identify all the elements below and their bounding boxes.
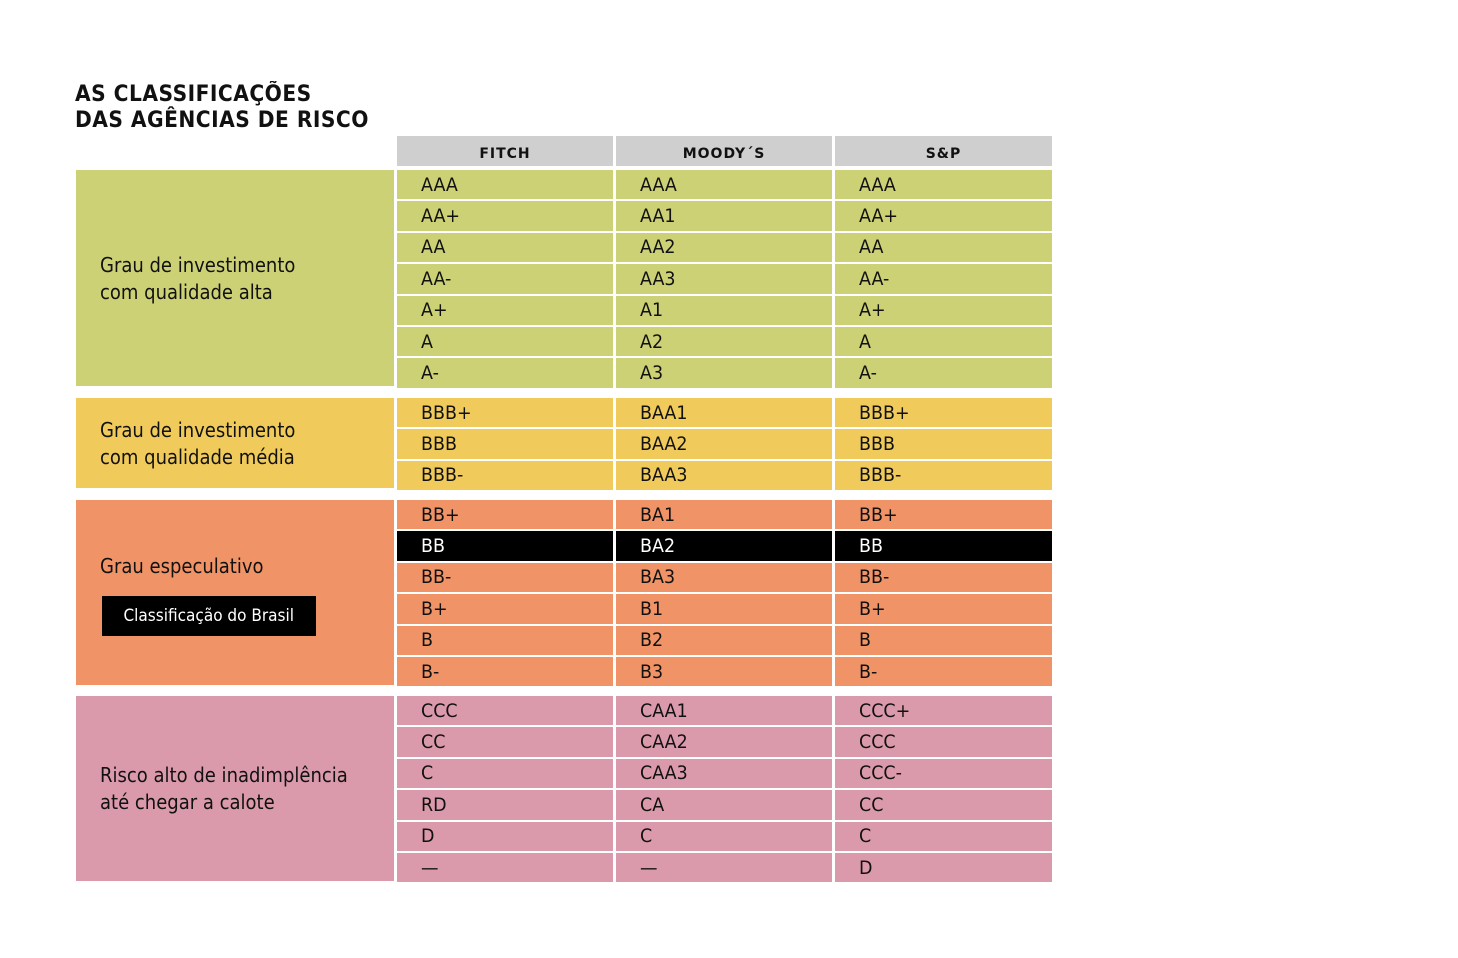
rating-cell-fitch [397, 233, 613, 262]
rating-value: A1 [640, 299, 664, 322]
rating-cell-fitch [397, 170, 613, 199]
rating-value: BBB [859, 433, 895, 456]
group-text-speculative [100, 553, 361, 580]
rating-value: BBB- [421, 464, 464, 487]
rating-value: BB- [421, 566, 452, 589]
rating-cell-moodys [616, 657, 832, 686]
rating-value: CCC [859, 731, 896, 754]
rating-value: D [859, 856, 873, 879]
rating-value: A+ [421, 299, 448, 322]
rating-value: AA+ [421, 205, 461, 228]
rating-value: AA [859, 236, 884, 259]
group-text-line-1: Grau de investimento [100, 253, 296, 277]
rating-cell-moodys [616, 822, 832, 851]
rating-cell-moodys [616, 461, 832, 490]
rating-cell-sp [835, 563, 1052, 592]
column-header-sp: S&P [835, 136, 1052, 166]
rating-value: B [421, 629, 434, 652]
rating-value: AA+ [859, 205, 899, 228]
rating-value: CC [421, 731, 446, 754]
title-line-1: AS CLASSIFICAÇÕES [75, 82, 312, 107]
rating-value: B- [859, 660, 878, 683]
rating-cell-moodys [616, 790, 832, 819]
rating-cell-sp [835, 358, 1052, 387]
rating-cell-moodys [616, 696, 832, 725]
rating-cell-fitch [397, 790, 613, 819]
rating-value: BB [859, 535, 883, 558]
rating-cell-fitch [397, 563, 613, 592]
rating-value: B2 [640, 629, 664, 652]
rating-cell-sp [835, 822, 1052, 851]
rating-cell-moodys [616, 853, 832, 882]
rating-value: BAA2 [640, 433, 688, 456]
rating-value: AAA [421, 173, 458, 196]
rating-cell-moodys [616, 429, 832, 458]
rating-cell-fitch [397, 759, 613, 788]
rating-cell-sp [835, 727, 1052, 756]
rating-value: — [640, 856, 658, 879]
rating-value: B1 [640, 597, 664, 620]
rating-cell-sp [835, 398, 1052, 427]
rating-value: AA [421, 236, 446, 259]
group-text-medium [100, 417, 361, 471]
rating-value: A3 [640, 362, 664, 385]
rating-cell-fitch [397, 358, 613, 387]
rating-cell-fitch [397, 201, 613, 230]
rating-value: B [859, 629, 872, 652]
rating-cell-moodys [616, 500, 832, 529]
rating-value: B- [421, 660, 440, 683]
rating-cell-fitch [397, 822, 613, 851]
rating-value: BA2 [640, 535, 676, 558]
group-text-line-2: até chegar a calote [100, 790, 275, 814]
rating-value: AA1 [640, 205, 676, 228]
rating-value: AA3 [640, 267, 676, 290]
rating-value: CAA3 [640, 762, 688, 785]
rating-cell-sp [835, 170, 1052, 199]
rating-cell-sp [835, 233, 1052, 262]
rating-cell-fitch [397, 296, 613, 325]
rating-cell-moodys [616, 358, 832, 387]
rating-cell-fitch [397, 727, 613, 756]
rating-cell-moodys [616, 727, 832, 756]
chart-title [75, 82, 461, 134]
rating-cell-fitch [397, 696, 613, 725]
rating-cell-sp [835, 626, 1052, 655]
rating-cell-moodys [616, 201, 832, 230]
rating-cell-moodys [616, 759, 832, 788]
rating-cell-sp [835, 853, 1052, 882]
rating-cell-fitch [397, 853, 613, 882]
rating-cell-moodys [616, 398, 832, 427]
rating-cell-fitch [397, 429, 613, 458]
rating-cell-moodys [616, 327, 832, 356]
rating-cell-fitch [397, 398, 613, 427]
rating-value: A- [421, 362, 439, 385]
rating-cell-fitch [397, 594, 613, 623]
rating-cell-moodys [616, 233, 832, 262]
rating-value: CCC- [859, 762, 902, 785]
group-text-line-2: com qualidade alta [100, 280, 273, 304]
rating-cell-fitch [397, 626, 613, 655]
rating-value: A [859, 330, 871, 353]
rating-value: A+ [859, 299, 886, 322]
rating-value: B3 [640, 660, 664, 683]
rating-value: AA- [859, 267, 890, 290]
rating-cell-sp [835, 461, 1052, 490]
rating-cell-sp [835, 531, 1052, 560]
rating-cell-fitch [397, 264, 613, 293]
rating-value: BB+ [859, 503, 898, 526]
rating-value: CAA2 [640, 731, 688, 754]
rating-value: B+ [421, 597, 448, 620]
rating-value: B+ [859, 597, 886, 620]
rating-value: A- [859, 362, 877, 385]
rating-cell-moodys [616, 264, 832, 293]
rating-cell-sp [835, 296, 1052, 325]
rating-value: A2 [640, 330, 664, 353]
rating-value: CA [640, 793, 665, 816]
rating-cell-fitch [397, 461, 613, 490]
rating-value: C [859, 825, 872, 848]
rating-value: BA1 [640, 503, 676, 526]
rating-value: BAA3 [640, 464, 688, 487]
rating-cell-sp [835, 201, 1052, 230]
group-text-line-1: Grau de investimento [100, 418, 296, 442]
rating-value: BA3 [640, 566, 676, 589]
rating-cell-sp [835, 759, 1052, 788]
rating-cell-sp [835, 264, 1052, 293]
rating-cell-fitch [397, 500, 613, 529]
rating-cell-sp [835, 790, 1052, 819]
rating-cell-fitch [397, 531, 613, 560]
column-header-fitch: FITCH [397, 136, 613, 166]
rating-value: BB [421, 535, 445, 558]
rating-value: D [421, 825, 435, 848]
rating-value: BB+ [421, 503, 460, 526]
rating-value: A [421, 330, 433, 353]
group-text-default [100, 762, 361, 816]
rating-value: BAA1 [640, 401, 688, 424]
rating-cell-moodys [616, 594, 832, 623]
rating-value: CAA1 [640, 699, 688, 722]
group-text-line-1: Grau especulativo [100, 554, 264, 578]
rating-value: CCC [421, 699, 458, 722]
rating-value: BBB+ [421, 401, 472, 424]
rating-value: BB- [859, 566, 890, 589]
rating-cell-moodys [616, 626, 832, 655]
rating-value: — [421, 856, 439, 879]
rating-cell-moodys [616, 531, 832, 560]
rating-cell-sp [835, 327, 1052, 356]
group-label-speculative [76, 500, 394, 685]
rating-cell-moodys [616, 170, 832, 199]
rating-value: AAA [859, 173, 896, 196]
rating-cell-fitch [397, 327, 613, 356]
group-text-line-1: Risco alto de inadimplência [100, 763, 348, 787]
title-line-2: DAS AGÊNCIAS DE RISCO [75, 108, 369, 133]
rating-value: AA2 [640, 236, 676, 259]
rating-value: AA- [421, 267, 452, 290]
rating-value: BBB [421, 433, 457, 456]
rating-cell-sp [835, 429, 1052, 458]
rating-cell-sp [835, 500, 1052, 529]
rating-cell-fitch [397, 657, 613, 686]
rating-value: C [640, 825, 653, 848]
rating-value: BBB+ [859, 401, 910, 424]
rating-value: AAA [640, 173, 677, 196]
rating-cell-moodys [616, 563, 832, 592]
rating-cell-sp [835, 594, 1052, 623]
rating-cell-sp [835, 657, 1052, 686]
rating-value: C [421, 762, 434, 785]
group-text-line-2: com qualidade média [100, 445, 295, 469]
brazil-rating-badge: Classificação do Brasil [102, 596, 316, 636]
group-text-high [100, 252, 361, 306]
rating-value: RD [421, 793, 447, 816]
column-header-moodys: MOODY´S [616, 136, 832, 166]
rating-cell-moodys [616, 296, 832, 325]
rating-value: CCC+ [859, 699, 911, 722]
rating-cell-sp [835, 696, 1052, 725]
rating-value: CC [859, 793, 884, 816]
rating-value: BBB- [859, 464, 902, 487]
